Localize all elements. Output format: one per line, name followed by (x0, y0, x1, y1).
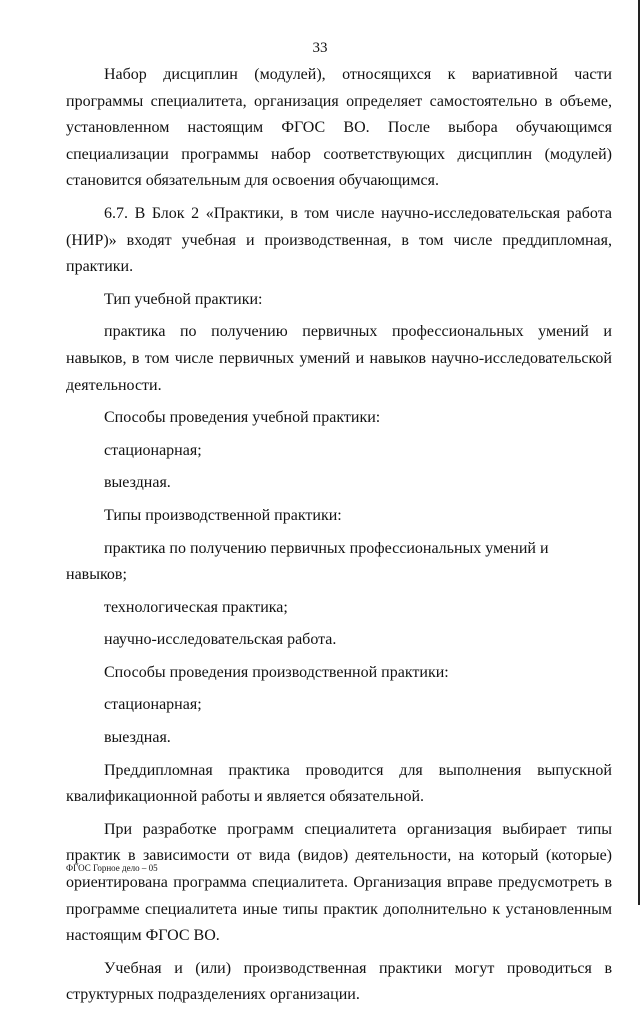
list-item-field: выездная. (104, 474, 171, 492)
paragraph-production-types-heading: Типы производственной практики: (104, 506, 342, 524)
list-item-stationary-2: стационарная; (104, 696, 202, 714)
paragraph-training-type-heading: Тип учебной практики: (104, 290, 263, 308)
paragraph-production-methods-heading: Способы проведения производственной практики: (104, 663, 449, 681)
page-number: 33 (312, 40, 328, 56)
paragraph-training-methods-heading: Способы проведения учебной практики: (104, 409, 381, 427)
list-item-primary-skills: практика по получению первичных профессиональных умений и навыков; (66, 539, 549, 584)
list-item-stationary: стационарная; (104, 441, 202, 459)
list-item-field-2: выездная. (104, 729, 171, 747)
paragraph-program-development: При разработке программ специалитета организация выбирает типы практик в зависимости от вида (видов) деятельности, на который (которые) ориентирована программа специалитета. Организация вправе предусмотреть в программе специалитета иные типы практик дополнительно к установленным настоящим ФГОС ВО. (66, 820, 612, 945)
paragraph-block2-practices: 6.7. В Блок 2 «Практики, в том числе научно-исследовательская работа (НИР)» входят учебная и производственная, в том числе преддипломная, практики. (66, 204, 612, 276)
list-item-research: научно-исследовательская работа. (104, 631, 337, 649)
paragraph-structural-units: Учебная и (или) производственная практики могут проводиться в структурных подразделениях организации. (66, 959, 612, 1004)
document-footer: ФГОС Горное дело – 05 (66, 863, 158, 873)
list-item-technological: технологическая практика; (104, 598, 288, 616)
paragraph-training-type: практика по получению первичных профессиональных умений и навыков, в том числе первичных умений и навыков научно-исследовательской деятельности. (66, 323, 612, 394)
paragraph-pre-diploma: Преддипломная практика проводится для выполнения выпускной квалификационной работы и является обязательной. (66, 761, 612, 806)
paragraph-variative-disciplines: Набор дисциплин (модулей), относящихся к вариативной части программы специалитета, организация определяет самостоятельно в объеме, установленном настоящим ФГОС ВО. После выбора обучающимся специализации программы набор соответствующих дисциплин (модулей) становится обязательным для освоения обучающимся. (66, 66, 612, 190)
